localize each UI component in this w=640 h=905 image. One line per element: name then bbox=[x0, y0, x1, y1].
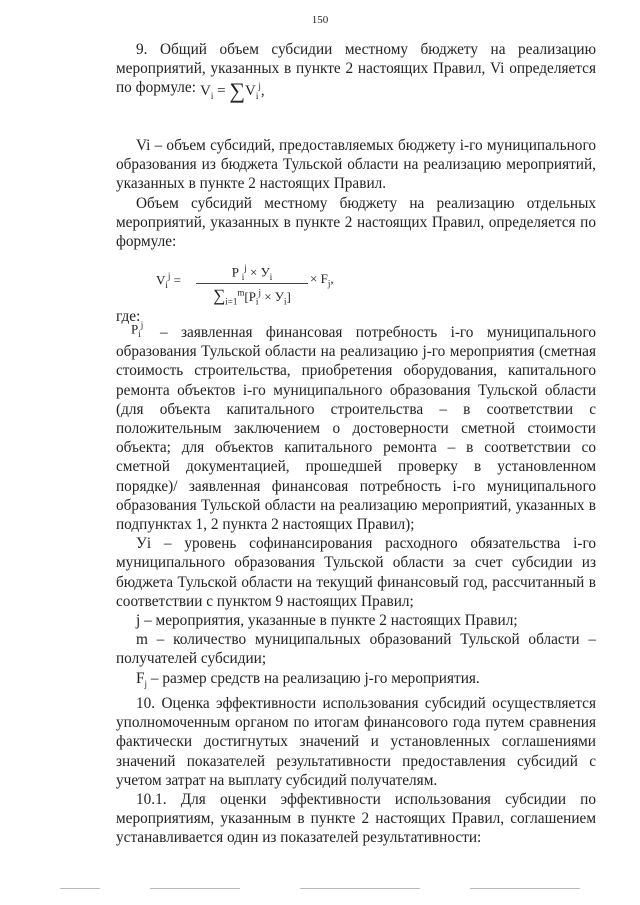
definitions-block bbox=[116, 323, 596, 848]
where-label: где: bbox=[116, 308, 141, 325]
formula-vij: $V_i^j$ = P $_i^j \times У_i$ $\sum_{i=1}^m[P_i^j \times У_i]$ × $F_j$, bbox=[156, 263, 334, 307]
scan-artifact bbox=[300, 888, 420, 889]
scan-artifact bbox=[150, 888, 240, 889]
paragraph-volume: Объем субсидий местному бюджету на реализацию отдельных мероприятий, указанных в пункте 2 настоящих Правил, определяется по формуле: bbox=[116, 194, 596, 251]
page-number: 150 bbox=[311, 14, 329, 26]
paragraph-10-1: 10.1. Для оценки эффективности использования субсидии по мероприятиям, указанным в пункте 2 настоящих Правил, соглашением устанавливается один из показателей результативности: bbox=[116, 790, 596, 847]
formula-fraction: P $_i^j \times У_i$ $\sum_{i=1}^m[P_i^j \times У_i]$ bbox=[196, 263, 308, 307]
formula-vi-total: $V_i = \sum V_i^j$, bbox=[200, 78, 265, 103]
j-definition: j – мероприятия, указанные в пункте 2 настоящих Правил; bbox=[136, 612, 518, 630]
scan-artifact bbox=[60, 888, 100, 889]
m-definition: m – количество муниципальных образований Тульской области – получателей субсидии; bbox=[116, 631, 596, 668]
pij-symbol: $P_i^j$ bbox=[131, 320, 144, 339]
fj-definition: $F_j$ – размер средств на реализацию j-го мероприятия. bbox=[136, 669, 480, 689]
vi-definition: Vi – объем субсидий, предоставляемых бюджету i-го муниципального образования из бюджета Тульской области на реализацию мероприятий, указанных в пункте 2 настоящих Правил. bbox=[116, 137, 596, 193]
body-block-2 bbox=[116, 136, 596, 251]
pij-definition: – заявленная финансовая потребность i-го муниципального образования Тульской области на реализацию j-го мероприятия (сметная стоимость строительства, приобретения оборудования, капитального ремонта объектов i-го муниципального образования Тульской области (для объекта капитального строительства – в соответствии с положительным заключением о достоверности сметной стоимости объекта; для объектов капитального ремонта – в соответствии со сметной документацией, прошедшей проверку в установленном порядке)/ заявленная финансовая потребность i-го муниципального образования Тульской области на реализацию мероприятий, указанных в подпунктах 1, 2 пункта 2 настоящих Правил); bbox=[116, 324, 596, 534]
page-body bbox=[116, 40, 596, 98]
yi-definition: Уi – уровень софинансирования расходного обязательства i-го муниципального образования Тульской области за счет субсидии из бюджета Тульской области на текущий финансовый год, рассчитанный в соответствии с пунктом 9 настоящих Правил; bbox=[116, 535, 596, 610]
paragraph-9: 9. Общий объем субсидии местному бюджету на реализацию мероприятий, указанных в пункте 2 настоящих Правил, Vi определяется по формуле: bbox=[116, 41, 596, 97]
paragraph-10: 10. Оценка эффективности использования субсидий осуществляется уполномоченным органом по итогам финансового года путем сравнения фактически достигнутых значений и установленных соглашениями значений показателей результативности предоставления субсидий с учетом затрат на выплату субсидий получателям. bbox=[116, 694, 596, 789]
scan-artifact bbox=[470, 888, 580, 889]
